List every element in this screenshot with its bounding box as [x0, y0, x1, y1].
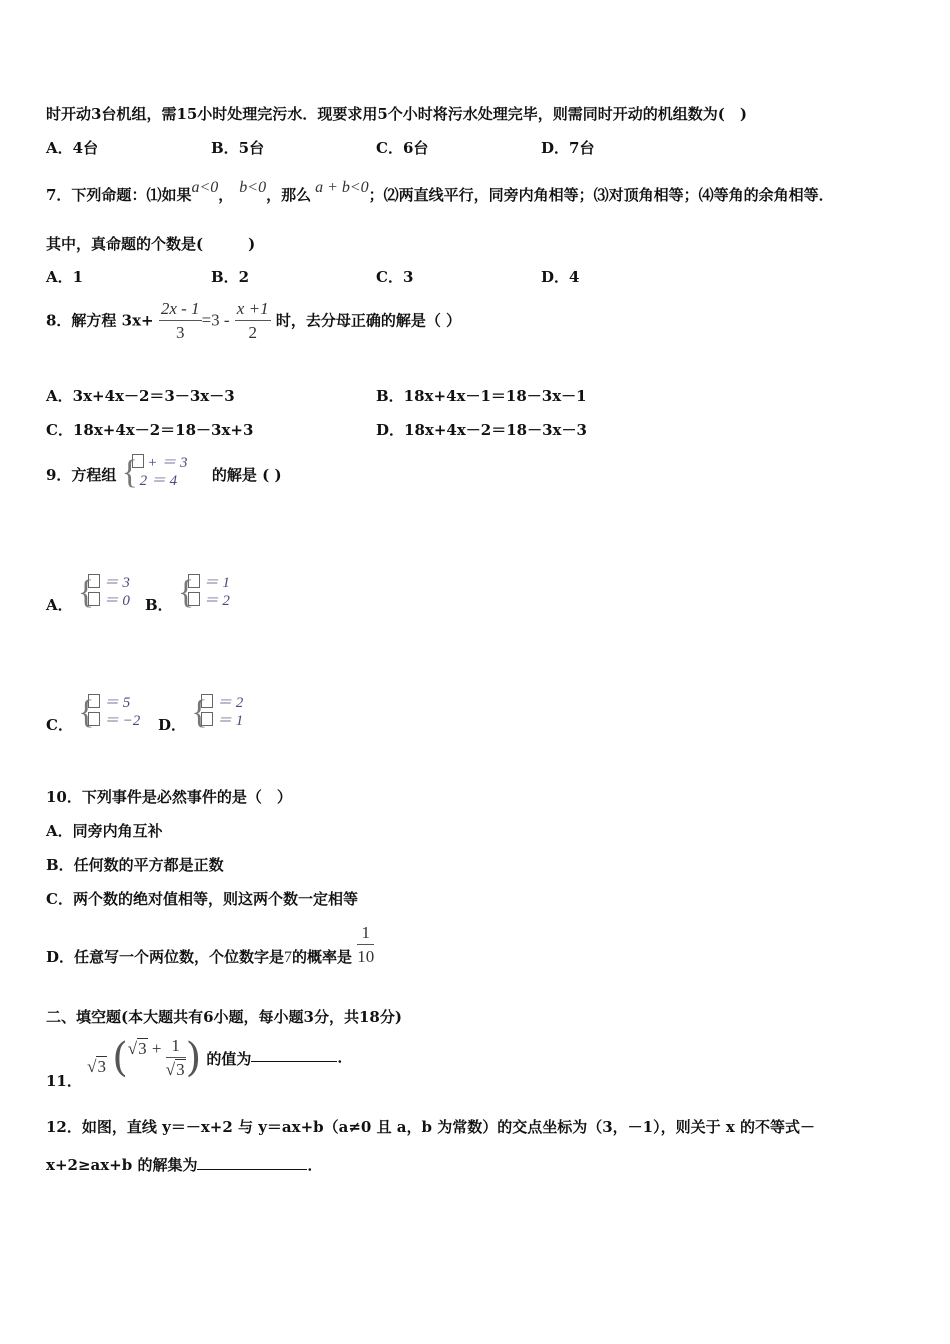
q8-option-c: C．18x+4x－2＝18－3x+3: [46, 421, 254, 439]
q8-option-a: A．3x+4x－2＝3－3x－3: [46, 387, 235, 405]
q7-math-b: b<0: [239, 179, 267, 196]
q8-option-d: D．18x+4x－2＝18－3x－3: [376, 421, 587, 439]
q9-option-a: A． { ＝ 3 ＝ 0: [46, 574, 130, 614]
q7-line2: 其中，真命题的个数是( ): [46, 235, 256, 253]
q11-answer-blank[interactable]: [251, 1061, 337, 1062]
q8-fraction-1: $\frac{2x - 1}{3}$: [160, 299, 200, 342]
q9-option-d: D． { ＝ 2 ＝ 1: [158, 694, 244, 734]
q6-option-b: B．5台: [211, 139, 265, 157]
q11-fraction: $\frac{1}{√3}$: [165, 1035, 185, 1079]
q7-option-d: D．4: [541, 268, 580, 286]
q7-option-b: B．2: [211, 268, 250, 286]
q6-option-c: C．6台: [376, 139, 429, 157]
q7-stem: 7．下列命题：⑴如果a<0， b<0，那么 a + b<0；⑵两直线平行，同旁内角相等；⑶对顶角相等；⑷等角的余角相等．: [46, 179, 834, 204]
q10-option-a: A．同旁内角互补: [46, 822, 163, 840]
q6-option-d: D．7台: [541, 139, 595, 157]
q11-sqrt-3: √3: [87, 1057, 106, 1076]
q12-line2: x+2≥ax+b 的解集为 ．: [46, 1156, 323, 1174]
q10-option-c: C．两个数的绝对值相等，则这两个数一定相等: [46, 890, 358, 908]
q6-stem: 时开动3台机组，需15小时处理完污水．现要求用5个小时将污水处理完毕，则需同时开动的机组数为( ): [46, 105, 747, 123]
q12-line1: 12．如图，直线 y＝－x+2 与 y＝ax+b（a≠0 且 a，b 为常数）的交点坐标为（3，－1），则关于 x 的不等式－: [46, 1118, 816, 1136]
q9-stem: 9．方程组 { + ＝ 3 2 ＝ 4 的解是 ( ): [46, 454, 282, 494]
q8-stem: 8．解方程 3x+ $\frac{2x - 1}{3}$ =3 - $\frac{x +1}{2}$ 时，去分母正确的解是（ ）: [46, 298, 461, 345]
q9-equation-system: { + ＝ 3 2 ＝ 4: [121, 454, 188, 491]
q7-math-sum: a + b<0: [315, 179, 369, 196]
q7-option-c: C．3: [376, 268, 414, 286]
q10-option-b: B．任何数的平方都是正数: [46, 856, 224, 874]
q12-answer-blank[interactable]: [197, 1169, 307, 1170]
q11-stem: 11． √3 (√3 + $\frac{1}{√3}$ ) 的值为 ．: [46, 1035, 353, 1090]
q8-fraction-2: $\frac{x +1}{2}$: [236, 299, 269, 342]
section-2-heading: 二、填空题(本大题共有6小题，每小题3分，共18分): [46, 1008, 402, 1026]
q10-probability-fraction: $\frac{1}{10}$: [357, 923, 375, 966]
q6-option-a: A．4台: [46, 139, 99, 157]
q10-option-d: D．任意写一个两位数，个位数字是7的概率是 $\frac{1}{10}$: [46, 922, 374, 969]
q10-stem: 10．下列事件是必然事件的是（ ）: [46, 788, 292, 806]
q7-math-a: a<0: [191, 179, 219, 196]
q7-option-a: A．1: [46, 268, 84, 286]
q9-option-b: B． { ＝ 1 ＝ 2: [145, 574, 230, 614]
q9-option-c: C． { ＝ 5 ＝ −2: [46, 694, 141, 734]
q8-option-b: B．18x+4x－1＝18－3x－1: [376, 387, 587, 405]
